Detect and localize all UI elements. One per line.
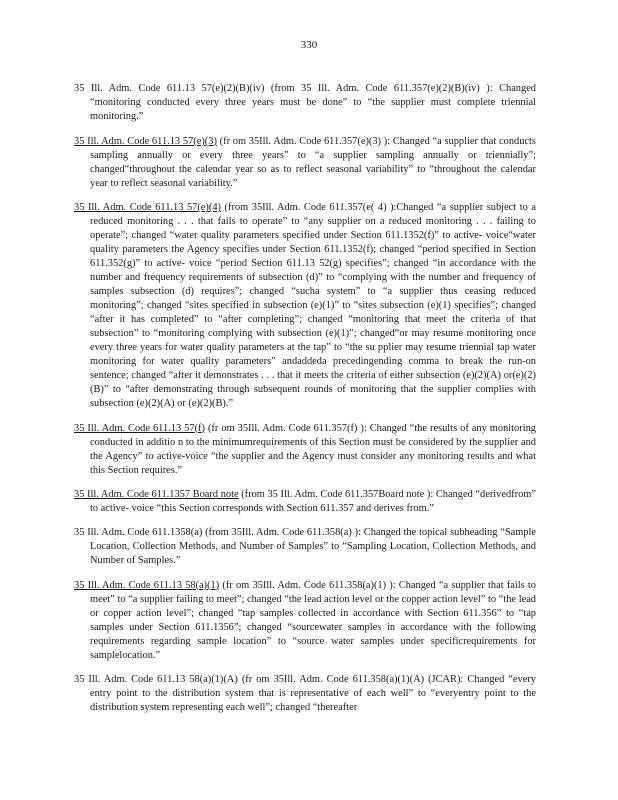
entry bbox=[74, 673, 536, 715]
entry-text: (from 35 Ill. Adm. Code 611.357(e)(2)(B)(iv) ): Changed “monitoring conducted every three years must be done” to “the supplier must complete triennial monitoring.” bbox=[90, 83, 536, 123]
entry bbox=[74, 526, 536, 568]
entries-list bbox=[74, 72, 536, 721]
page-number: 330 bbox=[300, 39, 318, 51]
entry-citation: 35 Ill. Adm. Code 611.13 57(e)(2)(B)(iv) bbox=[74, 83, 265, 95]
entry-citation: 35 Ill. Adm. Code 611.13 57(e)(3) bbox=[74, 135, 217, 147]
entry bbox=[74, 422, 536, 478]
entry-text: (from 35 Ill. Adm. Code 611.357Board note ): Changed “derivedfrom” to active- voice “this Section corresponds with Section 611.357 and derives from.” bbox=[90, 488, 536, 514]
entry-text: (from 35Ill. Adm. Code 611.357(e( 4) ):Changed “a supplier subject to a reduced monitoring . . . that fails to operate” to “any supplier on a reduced monitoring . . . failing to operate”; changed “water quality parameters specified under Section 611.1352(f)” to active- voice“water quality parameters the Agency specifies under Section 611.1352(f); changed “period specified in Section 611.352(g)” to active- voice “period Section 611.13 52(g) specifies”; changed “in accordance with the number and frequency requirements of subsection (d)” to “complying with the number and frequency of samples subsection (d) requires”; changed “sucha system” to “a supplier thus ceasing reduced monitoring”; changed “sites specified in subsection (e)(1)” to “sites subsection (e)(1) specifies”; changed “after it has completed” to “after completing”; changed “monitoring that meet the criteria of that subsection” to “monitoring complying with subsection (e)(1)”; changed“or may resume monitoring once every three years for water quality parameters at the tap” to “the su pplier may resume triennial tap water monitoring for water quality parameters” andaddeda precedingending comma to break the run-on sentence; changed “after it demonstrates . . . that it meets the criteria of either subsection (e)(2)(A) or(e)(2)(B)” to “after demonstrating through subsequent rounds of monitoring that the supplier complies with subsection (e)(2)(A) or (e)(2)(B).” bbox=[90, 202, 536, 410]
entry bbox=[74, 135, 536, 191]
entry-citation: 35 Ill. Adm. Code 611.13 57(f) bbox=[74, 422, 205, 434]
entry-citation: 35 Ill. Adm. Code 611.13 58(a)(1) bbox=[74, 579, 220, 591]
entry-text: (fr om 35Ill. Adm. Code 611.357(e)(3) ): Changed “a supplier that conducts sampling annually or every three years” to “a supplier sampling annually or triennially”; changed“throughout the calendar year so as to reflect seasonal variability” to “throughout the calendar year to reflect seasonal variability.” bbox=[90, 135, 536, 189]
entry bbox=[74, 488, 536, 516]
entry bbox=[74, 201, 536, 411]
entry bbox=[74, 82, 536, 124]
entry-text: (fr om 35Ill. Adm. Code 611.358(a)(1) ): Changed “a supplier that fails to meet” to “a supplier failing to meet”; changed “the lead action level or the copper action level” to “the lead or copper action level”; changed “tap samples collected in accordance with Section 611.356” to “tap samples under Section 611.1356”; changed “sourcewater samples in accordance with the following requirements regarding sample location” to “source water samples under specificrequirements for samplelocation.” bbox=[90, 579, 536, 661]
entry-citation: 35 Ill. Adm. Code 611.1358(a) bbox=[74, 527, 203, 539]
entry-citation: 35 Ill. Adm. Code 611.13 58(a)(1)(A) bbox=[74, 674, 238, 686]
entry bbox=[74, 579, 536, 663]
entry-citation: 35 Ill. Adm. Code 611.1357 Board note bbox=[74, 488, 239, 500]
entry-citation: 35 Ill. Adm. Code 611.13 57(e)(4) bbox=[74, 202, 221, 214]
entry-text: (fr om 35Ill. Adm. Code 611.358(a)(1)(A) (JCAR): Changed “every entry point to the distribution system that is representative of each well” to “everyentry point to the distribution system representing each well”; changed “thereafter bbox=[90, 674, 536, 714]
entry-text: (from 35Ill. Adm. Code 611.358(a) ): Changed the topical subheading “Sample Location, Collection Methods, and Number of Samples” to “Sampling Location, Collection Methods, and Number of Samples.” bbox=[90, 527, 536, 567]
entry-text: (fr om 35Ill. Adm. Code 611.357(f) ): Changed “the results of any monitoring conducted in additio n to the minimumrequirements of this Section must be considered by the supplier and the Agency” to active-voice “the supplier and the Agency must consider any monitoring results and what this Section requires.” bbox=[90, 422, 536, 476]
